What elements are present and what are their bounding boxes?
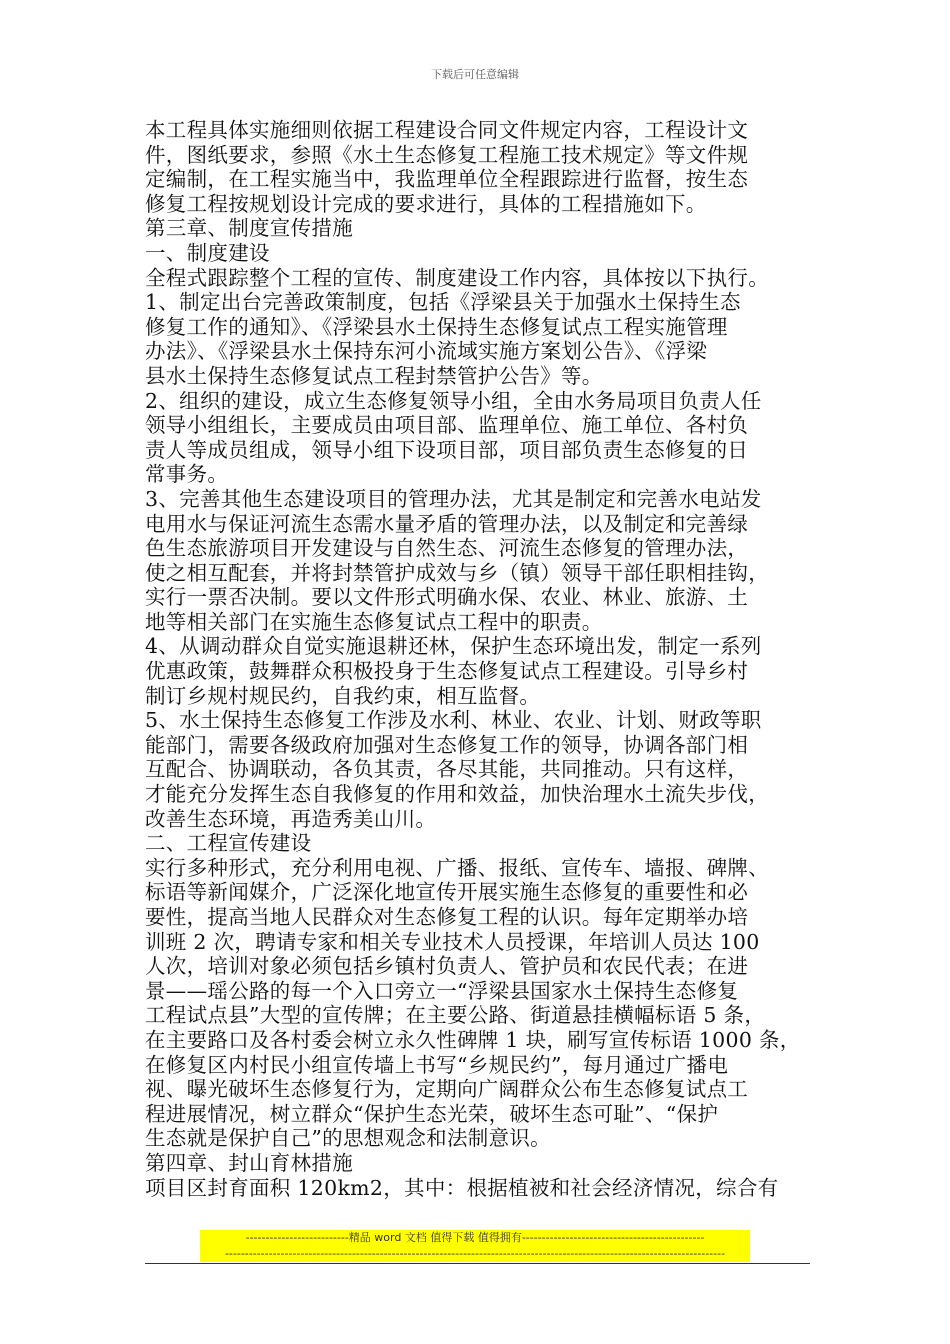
text-line: 互配合、协调联动，各负其责，各尽其能，共同推动。只有这样，: [145, 757, 749, 782]
text-line: 训班 2 次，聘请专家和相关专业技术人员授课，年培训人员达 100: [145, 929, 760, 954]
footer-rule: [145, 1263, 810, 1264]
text-line: 5、水土保持生态修复工作涉及水利、林业、农业、计划、财政等职: [145, 708, 762, 733]
text-line: 领导小组组长，主要成员由项目部、监理单位、施工单位、各村负: [145, 413, 749, 438]
text-line: 优惠政策，鼓舞群众积极投身于生态修复试点工程建设。引导乡村: [145, 659, 749, 684]
text-line: 景——瑶公路的每一个入口旁立一“浮梁县国家水土保持生态修复: [145, 978, 739, 1003]
text-line: 县水土保持生态修复试点工程封禁管护公告》等。: [145, 363, 603, 388]
text-line: 标语等新闻媒介，广泛深化地宣传开展实施生态修复的重要性和必: [145, 880, 749, 905]
text-line: 才能充分发挥生态自我修复的作用和效益，加快治理水土流失步伐，: [145, 782, 769, 807]
text-line: 改善生态环境，再造秀美山川。: [145, 806, 437, 831]
text-line: 4、从调动群众自觉实施退耕还林，保护生态环境出发，制定一系列: [145, 634, 762, 659]
text-line: 生态就是保护自己”的思想观念和法制意识。: [145, 1126, 551, 1151]
text-line: 地等相关部门在实施生态修复试点工程中的职责。: [145, 609, 603, 634]
text-line: 修复工程按规划设计完成的要求进行，具体的工程措施如下。: [145, 191, 707, 216]
text-line: 程进展情况，树立群众“保护生态光荣，破坏生态可耻”、“保护: [145, 1101, 719, 1126]
footer-banner-text: --------------------------精品 word 文档 值得下载 值得拥有----------------------------------------------: [245, 1231, 705, 1244]
text-line: 在主要路口及各村委会树立永久性碑牌 1 块，刷写宣传标语 1000 条，: [145, 1027, 801, 1052]
footer-banner-dashes: ------------------------------------------------------------------------------------------------------------------------------: [224, 1247, 726, 1260]
text-line: 定编制，在工程实施当中，我监理单位全程跟踪进行监督，按生态: [145, 167, 749, 192]
text-line: 第三章、制度宣传措施: [145, 216, 353, 241]
footer-banner: [200, 1230, 750, 1262]
text-line: 常事务。: [145, 462, 229, 487]
text-line: 2、组织的建设，成立生态修复领导小组，全由水务局项目负责人任: [145, 388, 762, 413]
text-line: 全程式跟踪整个工程的宣传、制度建设工作内容，具体按以下执行。: [145, 265, 769, 290]
text-line: 1、制定出台完善政策制度，包括《浮梁县关于加强水土保持生态: [145, 290, 741, 315]
text-line: 修复工作的通知》、《浮梁县水土保持生态修复试点工程实施管理: [145, 314, 728, 339]
text-line: 本工程具体实施细则依据工程建设合同文件规定内容，工程设计文: [145, 118, 749, 142]
text-line: 人次，培训对象必须包括乡镇村负责人、管护员和农民代表；在进: [145, 954, 749, 979]
text-line: 项目区封育面积 120km2，其中：根据植被和社会经济情况，综合有: [145, 1175, 779, 1200]
document-body: [145, 118, 810, 1200]
text-line: 二、工程宣传建设: [145, 831, 312, 856]
text-line: 工程试点县”大型的宣传牌；在主要公路、街道悬挂横幅标语 5 条，: [145, 1003, 766, 1028]
text-line: 使之相互配套，并将封禁管护成效与乡（镇）领导干部任职相挂钩，: [145, 560, 769, 585]
text-line: 一、制度建设: [145, 240, 270, 265]
text-line: 责人等成员组成，领导小组下设项目部，项目部负责生态修复的日: [145, 437, 749, 462]
page-header: 下载后可任意编辑: [431, 68, 519, 81]
text-line: 办法》、《浮梁县水土保持东河小流域实施方案划公告》、《浮梁: [145, 339, 708, 364]
text-line: 实行多种形式，充分利用电视、广播、报纸、宣传车、墙报、碑牌、: [145, 855, 769, 880]
text-line: 能部门，需要各级政府加强对生态修复工作的领导，协调各部门相: [145, 732, 749, 757]
text-line: 第四章、封山育林措施: [145, 1150, 353, 1175]
text-line: 电用水与保证河流生态需水量矛盾的管理办法，以及制定和完善绿: [145, 511, 749, 536]
text-line: 色生态旅游项目开发建设与自然生态、河流生态修复的管理办法，: [145, 536, 749, 561]
text-line: 制订乡规村规民约，自我约束，相互监督。: [145, 683, 541, 708]
text-line: 要性，提高当地人民群众对生态修复工程的认识。每年定期举办培: [145, 905, 749, 929]
text-line: 3、完善其他生态建设项目的管理办法，尤其是制定和完善水电站发: [145, 486, 762, 511]
text-line: 件，图纸要求，参照《水土生态修复工程施工技术规定》等文件规: [145, 142, 749, 167]
text-line: 视、曝光破坏生态修复行为，定期向广阔群众公布生态修复试点工: [145, 1077, 749, 1102]
text-line: 实行一票否决制。要以文件形式明确水保、农业、林业、旅游、土: [145, 585, 749, 610]
text-line: 在修复区内村民小组宣传墙上书写“乡规民约”，每月通过广播电: [145, 1052, 729, 1077]
